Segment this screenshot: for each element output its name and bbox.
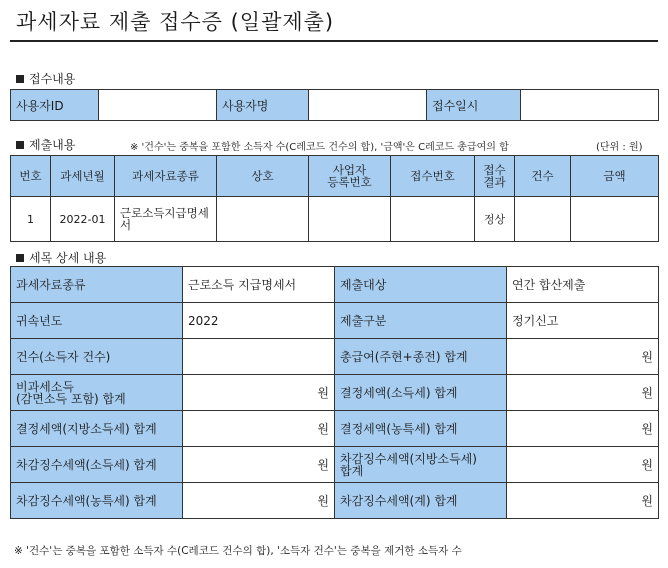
income-tax-label: 결정세액(소득세) 합계 [335, 375, 507, 411]
local-tax-label: 결정세액(지방소득세) 합계 [11, 411, 183, 447]
row-company [217, 197, 309, 242]
receipt-info-table [10, 89, 659, 121]
detail-section-heading: 세목 상세 내용 [16, 249, 106, 266]
user-id-label: 사용자ID [11, 90, 99, 121]
doc-type-value: 근로소득 지급명세서 [183, 267, 335, 303]
deduct-rural-value: 원 [183, 483, 335, 519]
col-header-year-month: 과세년월 [51, 156, 115, 197]
count-value [183, 339, 335, 375]
nontax-income-value: 원 [183, 375, 335, 411]
user-name-label: 사용자명 [217, 90, 309, 121]
row-no: 1 [11, 197, 51, 242]
row-doc-type: 근로소득지급명세서 [115, 197, 217, 242]
kind-label: 제출구분 [335, 303, 507, 339]
page-title: 과세자료 제출 접수증 (일괄제출) [16, 10, 335, 34]
col-header-doc-type: 과세자료종류 [115, 156, 217, 197]
rural-tax-label: 결정세액(농특세) 합계 [335, 411, 507, 447]
receipt-date-value [521, 90, 659, 121]
row-count [515, 197, 571, 242]
deduct-local-label: 차감징수세액(지방소득세) 합계 [335, 447, 507, 483]
count-label: 건수(소득자 건수) [11, 339, 183, 375]
total-pay-label: 총급여(주현+종전) 합계 [335, 339, 507, 375]
square-bullet-icon [16, 141, 24, 149]
detail-table [10, 266, 659, 519]
col-header-biz-no: 사업자 등록번호 [309, 156, 391, 197]
deduct-income-value: 원 [183, 447, 335, 483]
local-tax-value: 원 [183, 411, 335, 447]
row-result: 정상 [475, 197, 515, 242]
submission-section-heading: 제출내용 [16, 136, 75, 153]
footnote: ※ '건수'는 중복을 포함한 소득자 수(C레코드 건수의 합), '소득자 건수'는 중복을 제거한 소득자 수 [14, 545, 462, 557]
row-amount [571, 197, 659, 242]
nontax-income-label: 비과세소득 (감면소득 포함) 합계 [11, 375, 183, 411]
deduct-total-value: 원 [507, 483, 659, 519]
deduct-rural-label: 차감징수세액(농특세) 합계 [11, 483, 183, 519]
year-label: 귀속년도 [11, 303, 183, 339]
row-biz-no [309, 197, 391, 242]
square-bullet-icon [16, 75, 24, 83]
target-value: 연간 합산제출 [507, 267, 659, 303]
col-header-amount: 금액 [571, 156, 659, 197]
col-header-result: 접수 결과 [475, 156, 515, 197]
target-label: 제출대상 [335, 267, 507, 303]
unit-note: (단위 : 원) [596, 142, 643, 153]
user-name-value [309, 90, 427, 121]
user-id-value [99, 90, 217, 121]
submission-note: ※ '건수'는 중복을 포함한 소득자 수(C레코드 건수의 합), '금액'은 C레코드 총급여의 합 [130, 142, 509, 153]
col-header-count: 건수 [515, 156, 571, 197]
col-header-receipt-no: 접수번호 [391, 156, 475, 197]
doc-type-label: 과세자료종류 [11, 267, 183, 303]
receipt-date-label: 접수일시 [427, 90, 521, 121]
col-header-no: 번호 [11, 156, 51, 197]
row-receipt-no [391, 197, 475, 242]
table-row [11, 197, 659, 242]
deduct-income-label: 차감징수세액(소득세) 합계 [11, 447, 183, 483]
submission-table [10, 155, 659, 242]
deduct-total-label: 차감징수세액(계) 합계 [335, 483, 507, 519]
rural-tax-value: 원 [507, 411, 659, 447]
kind-value: 정기신고 [507, 303, 659, 339]
year-value: 2022 [183, 303, 335, 339]
deduct-local-value: 원 [507, 447, 659, 483]
square-bullet-icon [16, 254, 24, 262]
receipt-section-heading: 접수내용 [16, 70, 75, 87]
total-pay-value: 원 [507, 339, 659, 375]
income-tax-value: 원 [507, 375, 659, 411]
row-year-month: 2022-01 [51, 197, 115, 242]
title-divider [10, 40, 658, 42]
col-header-company: 상호 [217, 156, 309, 197]
